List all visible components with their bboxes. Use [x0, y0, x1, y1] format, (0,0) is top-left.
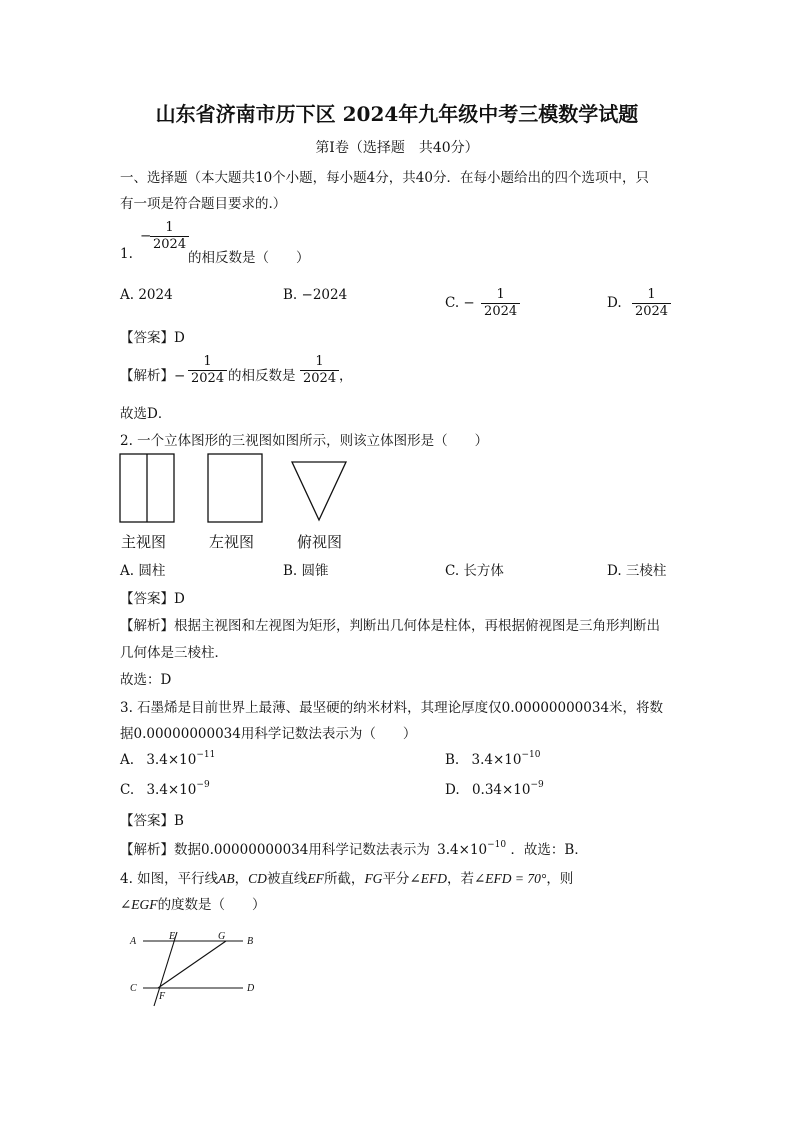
page-title: 山东省济南市历下区 2024年九年级中考三模数学试题 [155, 102, 639, 126]
q3-option-d-exponent: −9 [530, 780, 544, 790]
q4-stem-tail: 的度数是（ ） [157, 897, 266, 913]
label-b: B [247, 936, 254, 947]
section-instructions-line1: 一、选择题（本大题共10个小题，每小题4分，共40分．在每小题给出的四个选项中，只 [120, 170, 649, 186]
q3-stem-line1: 3. 石墨烯是目前世界上最薄、最坚硬的纳米材料，其理论厚度仅0.00000000034米，将数 [120, 700, 664, 716]
q3-option-c [120, 782, 210, 798]
q1-explanation-end: ， [339, 368, 353, 384]
q1-option-c-numerator: 1 [496, 287, 505, 302]
q4-stem-mid5: ，则 [546, 871, 574, 887]
q3-option-d-base: 0.34×10 [471, 782, 531, 798]
q3-option-b-exponent: −10 [521, 750, 541, 760]
q1-explanation-label: 【解析】− [120, 368, 186, 384]
label-f: F [159, 991, 166, 1002]
q4-angle-efd: ∠EFD [409, 871, 447, 886]
label-e: E [169, 931, 176, 942]
q1-exp-den-1: 2024 [188, 370, 227, 387]
caption-front-view: 主视图 [121, 533, 167, 551]
q4-stem-mid1: 被直线 [266, 871, 308, 887]
q4-line-ab: AB [218, 871, 235, 886]
q3-option-d [445, 782, 544, 798]
line-fg [158, 941, 226, 988]
q2-explanation-line1: 【解析】根据主视图和左视图为矩形，判断出几何体是柱体，再根据俯视图是三角形判断出 [120, 618, 660, 634]
q1-option-c-denominator: 2024 [481, 303, 520, 320]
q3-answer: 【答案】B [120, 813, 184, 829]
q1-fraction-numerator: 1 [165, 220, 174, 235]
q2-option-c: C. 长方体 [445, 563, 504, 579]
q2-three-views-figure [118, 452, 358, 527]
q4-angle-egf: ∠EGF [120, 897, 158, 912]
q1-option-b: B. −2024 [283, 287, 348, 303]
q3-explanation-exponent: −10 [487, 840, 507, 850]
q2-stem: 2. 一个立体图形的三视图如图所示，则该立体图形是（ ） [120, 433, 489, 449]
q1-explanation-fraction-1 [188, 354, 227, 387]
q2-conclusion: 故选：D [120, 672, 172, 688]
q3-stem-line2: 据0.00000000034用科学记数法表示为（ ） [120, 726, 417, 742]
q1-minus: − [140, 228, 152, 244]
q4-stem-pre: 4. 如图，平行线 [120, 871, 219, 887]
q2-option-a: A. 圆柱 [120, 563, 166, 579]
q3-option-a-base: 3.4×10 [146, 752, 197, 768]
q3-explanation [120, 838, 588, 858]
q1-explanation-fraction-2 [300, 354, 339, 387]
q1-number: 1. [120, 246, 133, 262]
q4-stem-mid3: 平分 [382, 871, 410, 887]
q2-option-b: B. 圆锥 [283, 563, 329, 579]
q1-answer: 【答案】D [120, 330, 185, 346]
q1-option-d-fraction [632, 287, 671, 320]
q1-fraction [150, 220, 189, 253]
q4-separator: ， [234, 871, 249, 887]
q4-stem-mid4: ，若 [447, 871, 474, 887]
q4-line-ef: EF [307, 871, 324, 886]
q1-fraction-denominator: 2024 [150, 236, 189, 253]
q3-option-a-exponent: −11 [196, 750, 216, 760]
q3-option-c-label: C. [120, 782, 135, 798]
q1-option-d-numerator: 1 [647, 287, 656, 302]
q3-explanation-post: ．故选：B． [510, 842, 588, 858]
q4-line-cd: CD [248, 871, 267, 886]
section-instructions-line2: 有一项是符合题目要求的.） [120, 196, 287, 212]
caption-top-view: 俯视图 [297, 533, 343, 551]
q4-stem-line2 [120, 893, 266, 913]
q4-stem-line1 [120, 867, 573, 887]
q3-explanation-pre: 【解析】数据0.00000000034用科学记数法表示为 [120, 842, 430, 858]
q1-option-d-label: D. [607, 295, 622, 311]
q2-option-d: D. 三棱柱 [607, 563, 667, 579]
line-ef [154, 932, 177, 1006]
q3-option-a [120, 752, 215, 768]
label-g: G [218, 931, 226, 942]
q1-option-c-fraction [481, 287, 520, 320]
q3-option-c-base: 3.4×10 [146, 782, 197, 798]
label-d: D [247, 983, 255, 994]
q2-answer: 【答案】D [120, 591, 185, 607]
section-subtitle: 第Ⅰ卷（选择题 共40分） [315, 140, 479, 156]
q1-conclusion: 故选D． [120, 406, 172, 422]
q1-exp-den-2: 2024 [300, 370, 339, 387]
q2-explanation-line2: 几何体是三棱柱． [120, 645, 228, 661]
front-view-shape [120, 454, 174, 522]
q1-option-a: A. 2024 [120, 287, 173, 303]
q3-option-b-base: 3.4×10 [471, 752, 522, 768]
left-view-shape [208, 454, 262, 522]
q1-stem-tail: 的相反数是（ ） [188, 250, 310, 266]
q1-option-d [607, 287, 671, 320]
q3-option-b-label: B. [445, 752, 460, 768]
q4-parallel-lines-figure [125, 928, 265, 1010]
top-view-shape [292, 462, 346, 520]
label-a: A [130, 936, 137, 947]
q1-option-c [445, 287, 520, 320]
q3-explanation-base: 3.4×10 [437, 842, 488, 858]
q4-line-fg: FG [364, 871, 383, 886]
q1-explanation-mid: 的相反数是 [228, 368, 296, 384]
q3-option-b [445, 752, 540, 768]
q1-exp-num-1: 1 [203, 354, 212, 369]
q3-option-c-exponent: −9 [196, 780, 210, 790]
caption-left-view: 左视图 [209, 533, 255, 551]
q1-exp-num-2: 1 [315, 354, 324, 369]
q3-option-a-label: A. [120, 752, 135, 768]
q3-option-d-label: D. [445, 782, 460, 798]
label-c: C [130, 983, 137, 994]
q4-stem-mid2: 所截， [323, 871, 365, 887]
q1-option-c-label: C. − [445, 295, 475, 311]
q1-option-d-denominator: 2024 [632, 303, 671, 320]
q4-condition: ∠EFD = 70° [474, 871, 547, 886]
